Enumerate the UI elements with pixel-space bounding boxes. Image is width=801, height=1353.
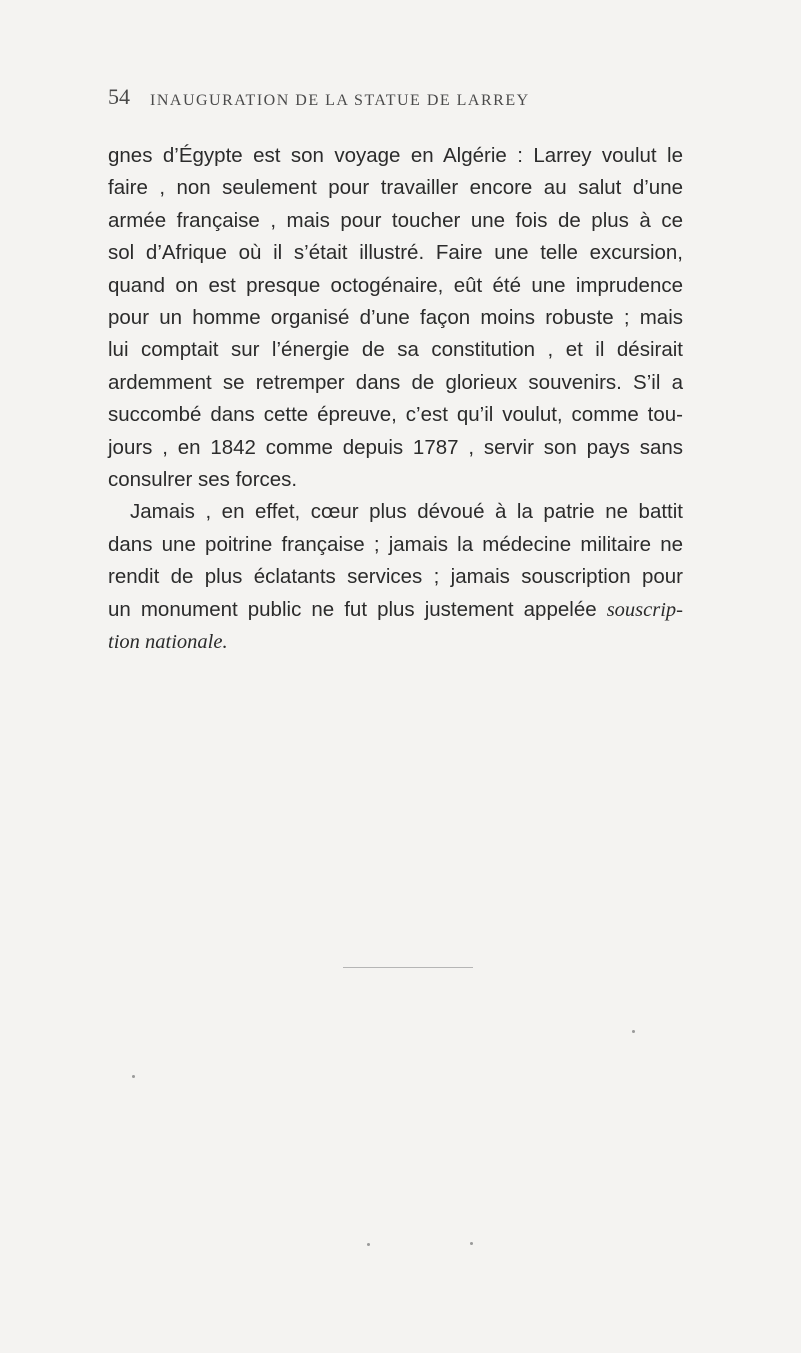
text-line: dans une poitrine française ; jamais la médecine militaire ne (108, 532, 683, 556)
paper-speck (132, 1075, 135, 1078)
text-line: sol d’Afrique où il s’était illustré. Faire une telle excursion, (108, 241, 683, 265)
section-divider (343, 967, 473, 968)
text-line: faire , non seulement pour travailler encore au salut d’une (108, 176, 683, 200)
paper-speck (632, 1030, 635, 1033)
page-number: 54 (108, 84, 130, 109)
text-line: Jamais , en effet, cœur plus dévoué à la patrie ne battit (130, 500, 683, 524)
text-line: armée française , mais pour toucher une fois de plus à ce (108, 208, 683, 232)
italic-phrase: tion nationale. (108, 631, 228, 654)
paragraph-1 (108, 140, 683, 496)
italic-phrase: souscrip- (606, 598, 683, 621)
paragraph-2 (108, 496, 683, 658)
text-line: lui comptait sur l’énergie de sa constitution , et il désirait (108, 338, 683, 362)
running-head: INAUGURATION DE LA STATUE DE LARREY (150, 92, 530, 109)
text-line: jours , en 1842 comme depuis 1787 , servir son pays sans (108, 435, 683, 459)
text-line-segment: un monument public ne fut plus justement appelée (108, 597, 597, 621)
text-line: quand on est presque octogénaire, eût été une imprudence (108, 273, 683, 297)
text-line: pour un homme organisé d’une façon moins robuste ; mais (108, 306, 683, 330)
text-line: gnes d’Égypte est son voyage en Algérie : Larrey voulut le (108, 144, 683, 167)
paper-speck (367, 1243, 370, 1246)
text-line: succombé dans cette épreuve, c’est qu’il voulut, comme tou- (108, 403, 683, 427)
text-line: rendit de plus éclatants services ; jamais souscription pour (108, 565, 683, 589)
paper-speck (470, 1242, 473, 1245)
text-line: ardemment se retremper dans de glorieux souvenirs. S’il a (108, 370, 683, 394)
text-line: consulrer ses forces. (108, 468, 298, 492)
text-line (108, 594, 683, 626)
body-text (108, 140, 683, 659)
